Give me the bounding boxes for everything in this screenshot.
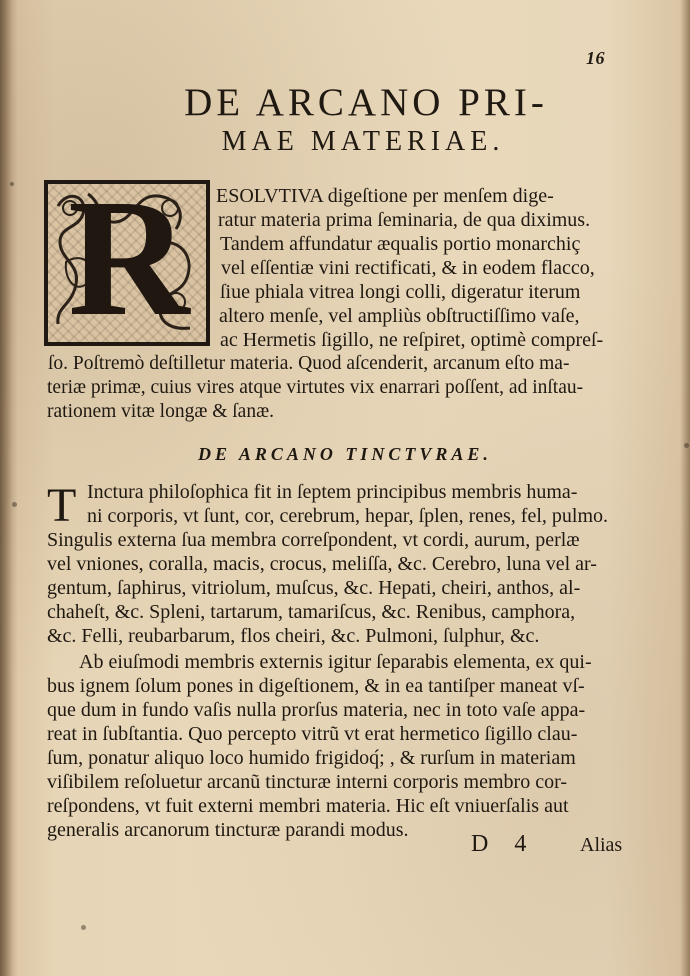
text-line-section2-3: Singulis externa ſua membra correſpondent, vt cordi, aurum, perlæ xyxy=(47,529,580,551)
ink-spot-bottom xyxy=(81,925,86,930)
text-line-section2-9: bus ignem ſolum pones in digeſtionem, & in ea tantiſper maneat vſ- xyxy=(47,675,585,697)
text-line-section2-14: reſpondens, vt fuit externi membri materia. Hic eſt vniuerſalis aut xyxy=(47,795,569,817)
text-line-section1-8: ſo. Poſtremò deſtilletur materia. Quod aſcenderit, arcanum eſto ma- xyxy=(48,353,570,374)
text-line-section1-1: ESOLVTIVA digeſtione per menſem dige- xyxy=(216,185,554,207)
text-line-section1-9: teriæ primæ, cuius vires atque virtutes vix enarrari poſſent, ad inſtau- xyxy=(47,377,584,398)
text-line-section1-10: rationem vitæ longæ & ſanæ. xyxy=(47,401,274,422)
text-line-section2-6: chaheſt, &c. Spleni, tartarum, tamariſcus, &c. Renibus, camphora, xyxy=(47,601,576,623)
page-number: 16 xyxy=(586,48,605,68)
text-line-section2-2: ni corporis, vt ſunt, cor, cerebrum, hepar, ſplen, renes, fel, pulmo. xyxy=(87,505,609,527)
text-line-section2-15: generalis arcanorum tincturæ parandi modus. xyxy=(47,819,409,841)
text-line-section2-1: Inctura philoſophica fit in ſeptem principibus membris huma- xyxy=(87,481,578,503)
text-line-section1-7: ac Hermetis ſigillo, ne reſpiret, optimè compreſ- xyxy=(220,329,604,351)
initial-letter-t: T xyxy=(47,479,77,532)
chapter-title-line-2: MAE MATERIAE. xyxy=(221,126,505,157)
chapter-title-line-1: DE ARCANO PRI- xyxy=(184,81,548,124)
text-line-section1-2: ratur materia prima ſeminaria, de qua diximus. xyxy=(218,209,591,231)
text-line-section2-13: viſibilem reſoluetur arcanũ tincturæ interni corporis membro cor- xyxy=(47,771,567,793)
ink-spot-left-top xyxy=(10,182,14,186)
text-line-section1-3: Tandem affundatur æqualis portio monarchiç xyxy=(220,233,581,255)
text-line-section1-4: vel eſſentiæ vini rectificati, & in eodem flacco, xyxy=(221,257,595,279)
text-line-section2-5: gentum, ſaphirus, vitriolum, muſcus, &c. Hepati, cheiri, anthos, al- xyxy=(47,577,581,599)
text-line-section2-4: vel vniones, coralla, macis, crocus, meliſſa, &c. Cerebro, luna vel ar- xyxy=(47,553,597,575)
initial-letter-r: R xyxy=(68,180,190,346)
section-heading: DE ARCANO TINCTVRAE. xyxy=(198,444,492,464)
signature-mark: D 4 xyxy=(471,831,537,857)
text-line-section1-6: altero menſe, vel ampliùs obſtructiſſimo vaſe, xyxy=(219,305,580,327)
ink-spot-left-middle xyxy=(12,502,17,507)
decorated-initial-box xyxy=(44,180,210,346)
text-line-section1-5: ſiue phiala vitrea longi colli, digeratur iterum xyxy=(220,281,581,303)
text-line-section2-7: &c. Felli, reubarbarum, flos cheiri, &c. Pulmoni, ſulphur, &c. xyxy=(47,625,540,647)
text-line-section2-8: Ab eiuſmodi membris externis igitur ſeparabis elementa, ex qui- xyxy=(79,651,592,673)
text-line-section2-11: reat in ſubſtantia. Quo percepto vitrũ vt erat hermetico ſigillo clau- xyxy=(47,723,578,745)
text-line-section2-10: que dum in fundo vaſis nulla prorſus materia, nec in toto vaſe appa- xyxy=(47,699,586,721)
catchword: Alias xyxy=(580,834,623,856)
text-line-section2-12: ſum, ponatur aliquo loco humido frigidoq́; , & rurſum in materiam xyxy=(47,747,576,769)
